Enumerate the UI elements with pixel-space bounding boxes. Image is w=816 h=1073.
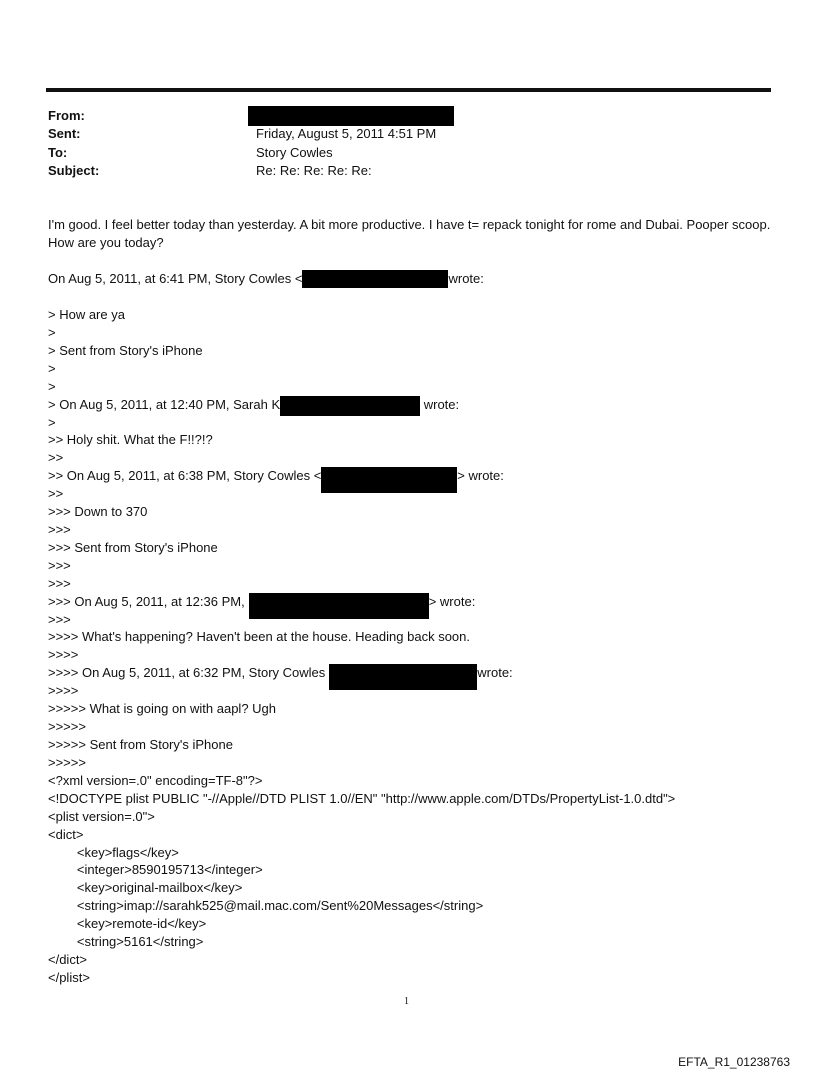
redaction-from bbox=[248, 106, 454, 126]
sent-label: Sent: bbox=[48, 126, 81, 141]
plist-line: <key>original-mailbox</key> bbox=[48, 880, 243, 895]
quoted-line: >>>> What's happening? Haven't been at the house. Heading back soon. bbox=[48, 629, 470, 644]
quoted-line: >> Holy shit. What the F!!?!? bbox=[48, 432, 213, 447]
plist-line: <string>5161</string> bbox=[48, 934, 204, 949]
quoted-line: >>> bbox=[48, 558, 71, 573]
plist-line: <plist version=.0"> bbox=[48, 809, 155, 824]
plist-line: <dict> bbox=[48, 827, 84, 842]
quoted-line: >>> Sent from Story's iPhone bbox=[48, 540, 218, 555]
quoted-line bbox=[48, 664, 513, 690]
quoted-line bbox=[48, 396, 459, 416]
quoted-line: >>>>> bbox=[48, 719, 86, 734]
quoted-line bbox=[48, 593, 475, 619]
subject-label: Subject: bbox=[48, 163, 100, 178]
quoted-line: >>>>> bbox=[48, 755, 86, 770]
quoted-suffix: > wrote: bbox=[428, 594, 476, 609]
quoted-suffix: wrote: bbox=[477, 665, 513, 680]
quoted-line: > bbox=[48, 415, 56, 430]
quoted-line: >>> bbox=[48, 522, 71, 537]
page-number: 1 bbox=[404, 996, 409, 1007]
plist-line: <!DOCTYPE plist PUBLIC "-//Apple//DTD PLIST 1.0//EN" "http://www.apple.com/DTDs/PropertyList-1.0.dtd"> bbox=[48, 791, 676, 806]
quoted-line: > bbox=[48, 361, 56, 376]
quoted-text: >> On Aug 5, 2011, at 6:38 PM, Story Cowles < bbox=[48, 468, 322, 483]
quoted-line: > bbox=[48, 379, 56, 394]
quoted-line: >> bbox=[48, 450, 64, 465]
redaction-email bbox=[249, 593, 429, 619]
quoted-suffix: > wrote: bbox=[457, 468, 504, 483]
plist-line: <?xml version=.0" encoding=TF-8"?> bbox=[48, 773, 263, 788]
quoted-text: >>> On Aug 5, 2011, at 12:36 PM, bbox=[48, 594, 245, 609]
quoted-line: >>> bbox=[48, 612, 71, 627]
from-label: From: bbox=[48, 108, 85, 123]
quoted-line: >>>>> What is going on with aapl? Ugh bbox=[48, 701, 277, 716]
redaction-email bbox=[329, 664, 477, 690]
plist-line: </dict> bbox=[48, 952, 88, 967]
redaction-email bbox=[302, 270, 448, 288]
quoted-line: > bbox=[48, 325, 56, 340]
quoted-line: >> bbox=[48, 486, 64, 501]
quoted-text: >>>> On Aug 5, 2011, at 6:32 PM, Story Cowles bbox=[48, 665, 326, 680]
sent-value: Friday, August 5, 2011 4:51 PM bbox=[256, 126, 437, 141]
to-label: To: bbox=[48, 145, 68, 160]
quoted-line: >>>>> Sent from Story's iPhone bbox=[48, 737, 233, 752]
quoted-line: >>>> bbox=[48, 647, 79, 662]
plist-line: </plist> bbox=[48, 970, 90, 985]
redaction-email bbox=[321, 467, 457, 493]
plist-line: <string>imap://sarahk525@mail.mac.com/Sent%20Messages</string> bbox=[48, 898, 484, 913]
quoted-line bbox=[48, 467, 504, 493]
header-rule bbox=[46, 88, 771, 92]
quoted-line: >>> bbox=[48, 576, 71, 591]
redaction-email bbox=[280, 396, 420, 416]
plist-line: <integer>8590195713</integer> bbox=[48, 862, 263, 877]
quoted-line: >>> Down to 370 bbox=[48, 504, 148, 519]
document-id: EFTA_R1_01238763 bbox=[678, 1055, 790, 1069]
to-value: Story Cowles bbox=[256, 145, 333, 160]
message-body: I'm good. I feel better today than yesterday. A bit more productive. I have t= repack tonight for rome and Dubai. Pooper scoop. How are you today? bbox=[48, 217, 771, 250]
quoted-suffix: wrote: bbox=[420, 397, 460, 412]
attribution-suffix: wrote: bbox=[448, 271, 484, 286]
subject-value: Re: Re: Re: Re: Re: bbox=[256, 163, 372, 178]
quoted-line: >>>> bbox=[48, 683, 79, 698]
plist-line: <key>flags</key> bbox=[48, 845, 179, 860]
quoted-line: > Sent from Story's iPhone bbox=[48, 343, 203, 358]
attribution-prefix: On Aug 5, 2011, at 6:41 PM, Story Cowles < bbox=[48, 271, 303, 286]
quoted-line: > How are ya bbox=[48, 307, 125, 322]
attribution-line bbox=[48, 270, 484, 288]
plist-line: <key>remote-id</key> bbox=[48, 916, 207, 931]
quoted-text: > On Aug 5, 2011, at 12:40 PM, Sarah K bbox=[48, 397, 281, 412]
